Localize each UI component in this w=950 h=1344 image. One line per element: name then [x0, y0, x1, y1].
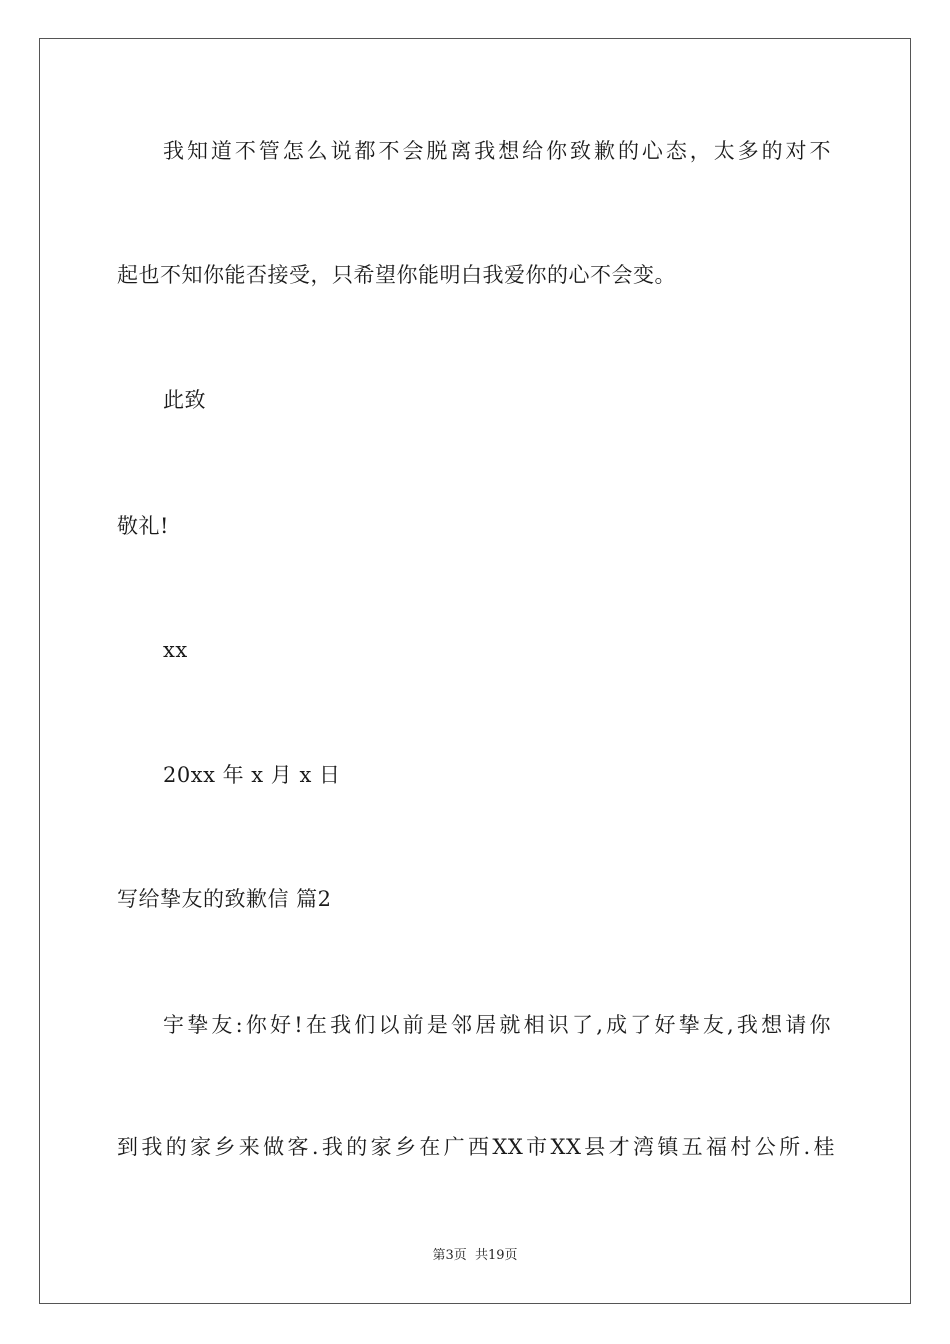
closing-salutation: 此致	[163, 388, 206, 412]
page-border	[39, 38, 911, 1304]
signature-name: xx	[163, 638, 188, 662]
page-number-footer: 第3页 共19页	[432, 1248, 518, 1263]
body-paragraph-line-1: 我知道不管怎么说都不会脱离我想给你致歉的心态，太多的对不	[163, 139, 831, 163]
closing-respect: 敬礼!	[117, 514, 169, 538]
signature-date: 20xx 年 x 月 x 日	[163, 763, 341, 787]
section-heading: 写给挚友的致歉信 篇2	[117, 887, 332, 911]
body-paragraph-line-3: 宇挚友:你好!在我们以前是邻居就相识了,成了好挚友,我想请你	[163, 1013, 831, 1037]
body-paragraph-line-2: 起也不知你能否接受，只希望你能明白我爱你的心不会变。	[117, 263, 676, 287]
body-paragraph-line-4: 到我的家乡来做客.我的家乡在广西XX市XX县才湾镇五福村公所.桂	[117, 1135, 835, 1159]
